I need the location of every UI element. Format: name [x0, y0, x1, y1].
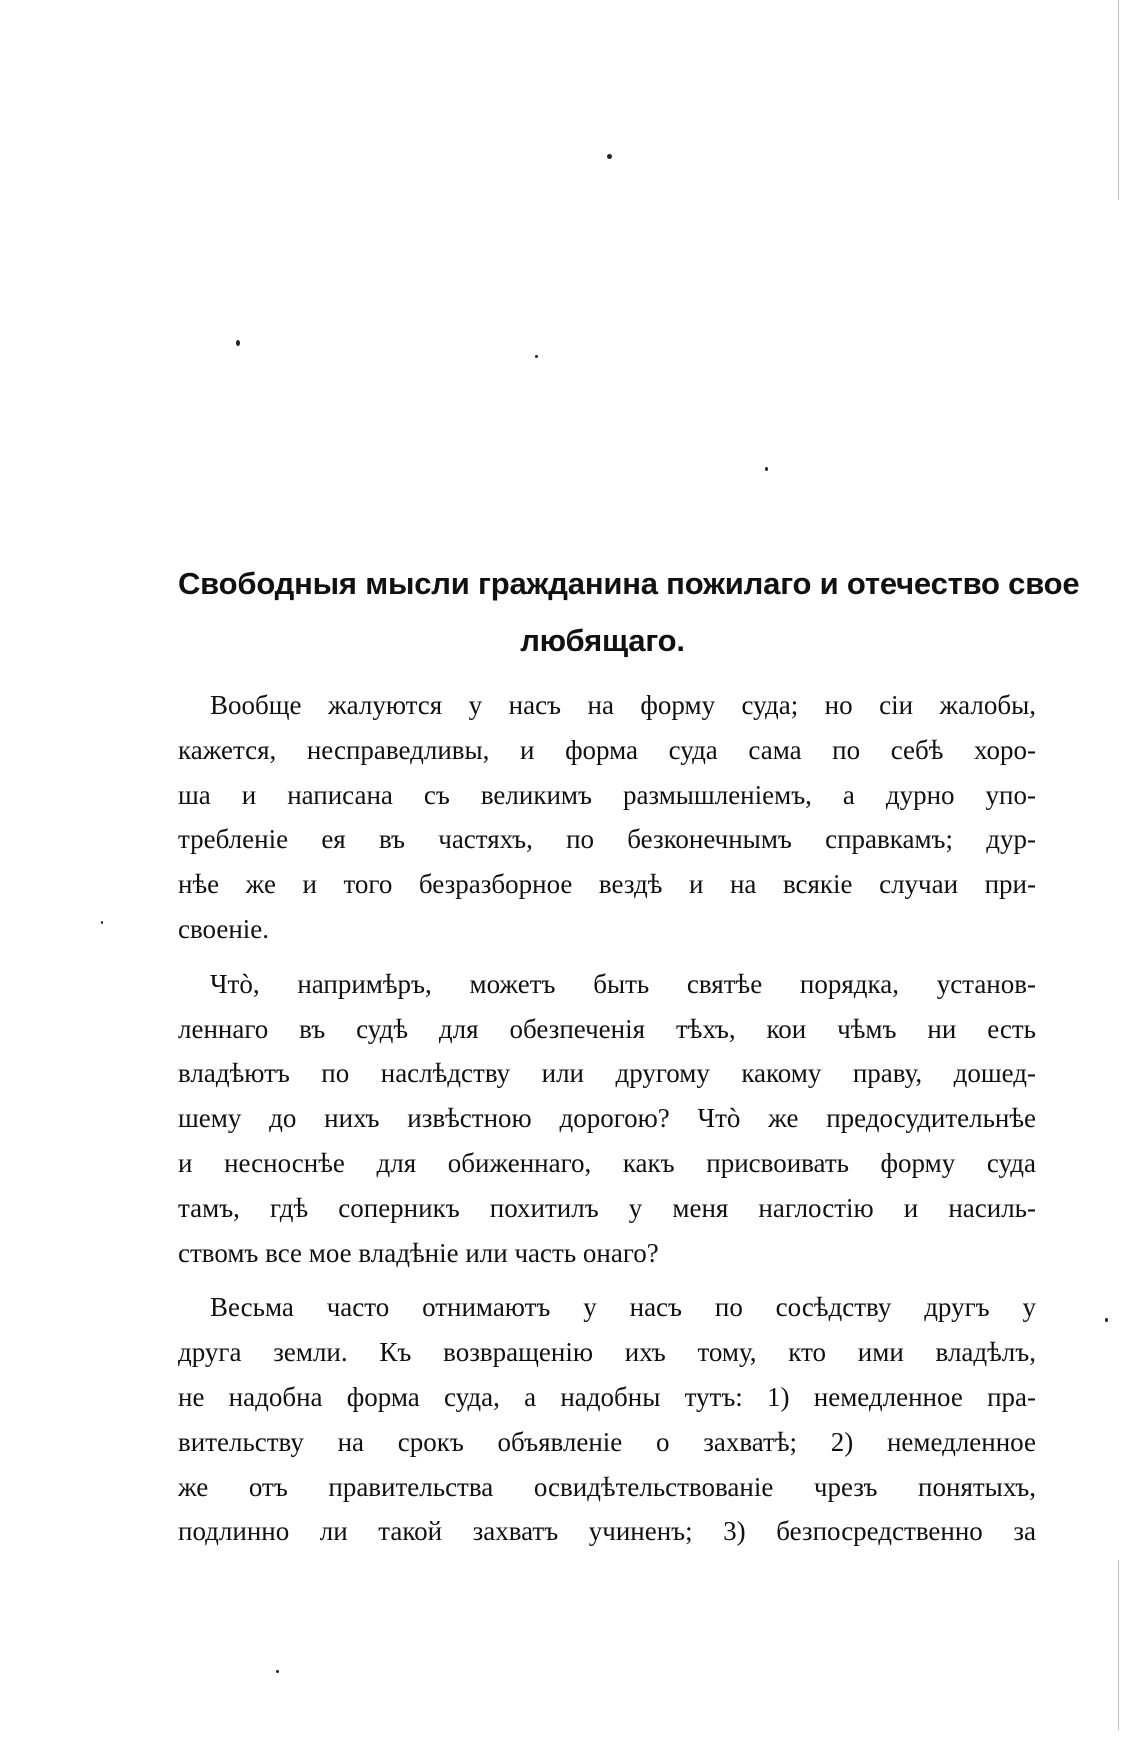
scan-speck [276, 1670, 279, 1673]
text-line: Чтò, напримѣръ, можетъ быть святѣе порядка, установ- [210, 968, 1036, 999]
scan-speck [535, 355, 538, 358]
text-line: не надобна форма суда, а надобны тутъ: 1) немедленное пра- [178, 1381, 1036, 1412]
text-line: леннаго въ судѣ для обезпеченія тѣхъ, кои чѣмъ ни есть [178, 1013, 1036, 1044]
text-line: Весьма часто отнимаютъ у насъ по сосѣдству другъ у [210, 1292, 1036, 1323]
paragraph-1 [178, 683, 1036, 952]
document-title [150, 555, 1080, 669]
text-line: Вообще жалуются у насъ на форму суда; но сіи жалобы, [210, 690, 1036, 720]
text-line: ша и написана съ великимъ размышленіемъ, а дурно упо- [178, 779, 1036, 810]
page-edge-line [1118, 0, 1119, 200]
text-line: нѣе же и того безразборное вездѣ и на всякіе случаи при- [178, 869, 1036, 900]
text-line: ствомъ все мое владѣніе или часть онаго? [178, 1237, 659, 1268]
text-line: вительству на срокъ объявленіе о захватѣ; 2) немедленное [178, 1426, 1036, 1457]
title-line-1: Свободныя мысли гражданина пожилаго и отечество свое [178, 566, 1080, 601]
page-edge-line [1118, 1560, 1119, 1730]
text-line: шему до нихъ извѣстною дорогою? Чтò же предосудительнѣе [178, 1103, 1036, 1134]
scan-speck [101, 921, 103, 924]
text-line: своеніе. [178, 913, 270, 944]
text-line: и несноснѣе для обиженнаго, какъ присвоивать форму суда [178, 1147, 1036, 1178]
text-line: друга земли. Къ возвращенію ихъ тому, кто ими владѣлъ, [178, 1337, 1036, 1368]
text-line: владѣютъ по наслѣдству или другому какому праву, дошед- [178, 1058, 1036, 1089]
text-line: тамъ, гдѣ соперникъ похитилъ у меня наглостію и насиль- [178, 1192, 1036, 1223]
body-text [178, 683, 1036, 1554]
scan-speck [1105, 1318, 1108, 1322]
paragraph-2 [178, 962, 1036, 1276]
text-line: подлинно ли такой захватъ учиненъ; 3) безпосредственно за [178, 1516, 1036, 1547]
scan-speck [765, 467, 768, 471]
text-line: же отъ правительства освидѣтельствованіе чрезъ понятыхъ, [178, 1471, 1036, 1502]
scan-speck [607, 154, 612, 159]
scan-speck [236, 340, 240, 346]
title-line-2: любящаго. [520, 623, 685, 658]
paragraph-3 [178, 1285, 1036, 1554]
text-line: требленіе ея въ частяхъ, по безконечнымъ справкамъ; дур- [178, 824, 1036, 855]
text-line: кажется, несправедливы, и форма суда сама по себѣ хоро- [178, 734, 1036, 765]
